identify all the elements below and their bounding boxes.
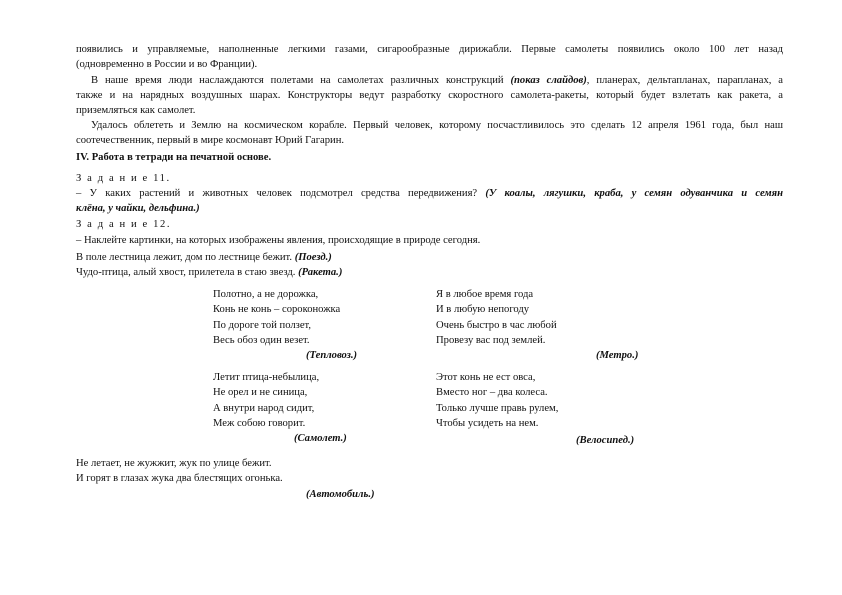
paragraph-1-line-2: (одновременно в России и во Франции). (76, 59, 258, 70)
poem-line: А внутри народ сидит, (213, 402, 315, 414)
poem-line: Этот конь не ест овса, (436, 372, 536, 383)
poem-line: Провезу вас под землей. (436, 334, 546, 346)
poem-bicycle (436, 370, 656, 448)
poem-answer: (Самолет.) (294, 433, 347, 445)
poem-line: Вместо ног – два колеса. (436, 387, 548, 399)
task-11-question (76, 187, 783, 200)
poem-answer: (Велосипед.) (576, 435, 635, 447)
task-11-question-text: – У каких растений и животных человек подсмотрел средства передвижения? (76, 188, 478, 199)
poem-line: Только лучше правь рулем, (436, 402, 559, 414)
paragraph-3-line-1: Удалось облететь и Землю на космическом корабле. Первый человек, которому посчастливилось это сделать 12 апреля 1961 года, был наш (91, 120, 783, 131)
final-riddle-answer: (Автомобиль.) (306, 489, 375, 500)
poem-line: Весь обоз один везет. (213, 334, 310, 346)
task-12-label: З а д а н и е 12. (76, 219, 172, 230)
poem-answer: (Тепловоз.) (306, 350, 358, 362)
poem-answer: (Метро.) (596, 350, 639, 362)
poem-locomotive (213, 287, 373, 363)
slides-note: (показ слайдов) (510, 75, 587, 86)
paragraph-2-text-end: , планерах, дельтапланах, парапланах, а (586, 75, 784, 86)
final-riddle-line-1: Не летает, не жужжит, жук по улице бежит. (76, 458, 272, 469)
riddle-answer: (Поезд.) (294, 252, 332, 263)
section-heading: IV. Работа в тетради на печатной основе. (76, 152, 272, 163)
paragraph-2-line-1 (91, 74, 783, 87)
poem-airplane (213, 370, 373, 446)
task-12-instruction: – Наклейте картинки, на которых изображены явления, происходящие в природе сегодня. (76, 235, 481, 246)
poem-line: Летит птица-небылица, (213, 372, 320, 383)
poem-line: И в любую непогоду (436, 304, 530, 316)
final-riddle-line-2: И горят в глазах жука два блестящих огонька. (76, 473, 283, 484)
paragraph-3-line-2: соотечественник, первый в мире космонавт Юрий Гагарин. (76, 135, 345, 146)
paragraph-1-line-1: появились и управляемые, наполненные легкими газами, сигарообразные дирижабли. Первые самолеты появились около 100 лет назад (76, 44, 783, 55)
riddle-text: В поле лестница лежит, дом по лестнице бежит. (76, 252, 293, 263)
poem-line: Чтобы усидеть на нем. (436, 417, 539, 429)
riddle-rocket (76, 266, 342, 279)
riddle-text: Чудо-птица, алый хвост, прилетела в стаю звезд. (76, 267, 296, 278)
poem-line: Полотно, а не дорожка, (213, 289, 319, 300)
riddle-train (76, 251, 332, 264)
paragraph-2-line-2: также и на нарядных воздушных шарах. Конструкторы ведут разработку скоростного самолета-ракеты, который будет взлетать как ракета, а (76, 90, 783, 101)
paragraph-2-line-3: приземляться как самолет. (76, 105, 196, 116)
riddle-answer: (Ракета.) (298, 267, 343, 278)
poem-line: Я в любое время года (436, 289, 534, 300)
poem-line: Конь не конь – сороконожка (213, 304, 341, 316)
poem-line: Очень быстро в час любой (436, 319, 557, 331)
poem-metro (436, 287, 656, 363)
task-11-label: З а д а н и е 11. (76, 173, 171, 184)
task-11-answer-line-2: клёна, у чайки, дельфина.) (76, 203, 200, 214)
paragraph-2-text: В наше время люди наслаждаются полетами на самолетах различных конструкций (91, 75, 504, 86)
task-11-answer: (У коалы, лягушки, краба, у семян одуванчика и семян (485, 188, 783, 199)
poem-line: По дороге той ползет, (213, 319, 312, 331)
poem-line: Не орел и не синица, (213, 387, 308, 399)
poem-line: Меж собою говорит. (213, 417, 306, 429)
